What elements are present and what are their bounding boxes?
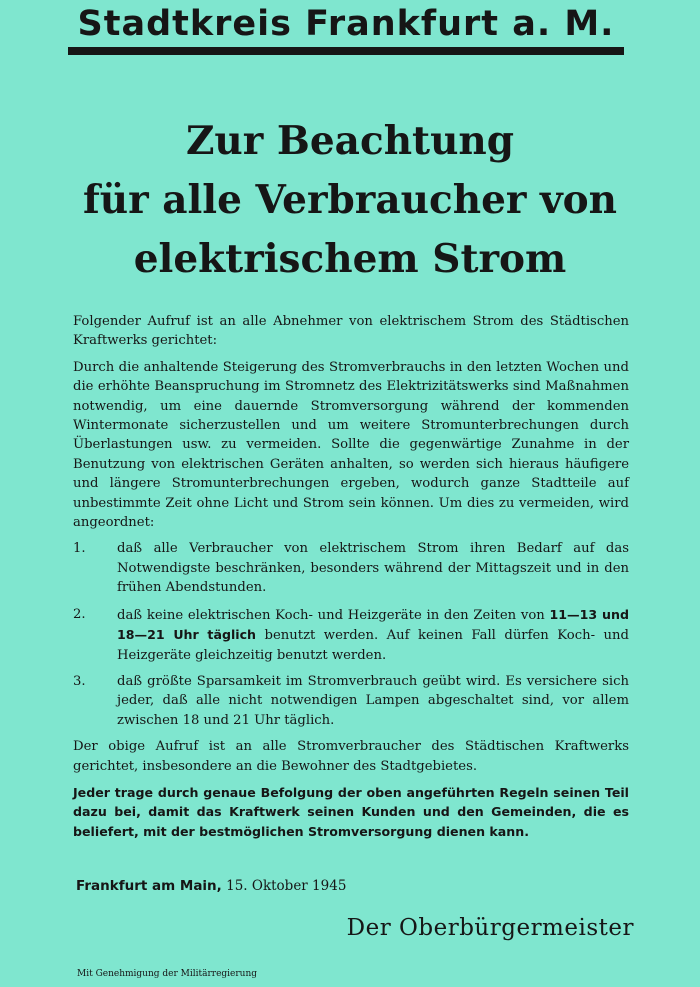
rule-number: 1. bbox=[73, 541, 86, 557]
title-line-1: Zur Beachtung bbox=[185, 118, 515, 164]
rule-hours: 11—13 und 18—21 Uhr täglich bbox=[117, 606, 629, 643]
rules-list bbox=[73, 539, 629, 730]
rule-item-3 bbox=[73, 672, 629, 730]
intro-paragraph: Folgender Aufruf ist an alle Abnehmer von elektrischem Strom des Städtischen Kraftwerks gerichtet: bbox=[73, 314, 629, 349]
signature-date bbox=[76, 878, 346, 894]
rule-item-2 bbox=[73, 605, 629, 665]
rule-text: daß alle Verbraucher von elektrischem Strom ihren Bedarf auf das Notwendigste beschränken, besonders während der Mittagszeit und in den frühen Abendstunden. bbox=[117, 541, 629, 596]
notice-title bbox=[40, 112, 660, 289]
header bbox=[68, 2, 624, 55]
main-paragraph: Durch die anhaltende Steigerung des Stromverbrauchs in den letzten Wochen und die erhöhte Beanspruchung im Stromnetz des Elektrizitätswerks sind Maßnahmen notwendig, um eine dauernde Stromversorgung während der kommenden Wintermonate sicherzustellen und um weitere Stromunterbrechungen durch Überlastungen usw. zu vermeiden. Sollte die gegenwärtige Zunahme in der Benutzung von elektrischen Geräten anhalten, so werden sich hieraus häufigere und längere Stromunterbrechungen ergeben, wodurch ganze Stadtteile auf unbestimmte Zeit ohne Licht und Strom sein können. Um dies zu vermeiden, wird angeordnet: bbox=[73, 359, 629, 531]
rule-number: 3. bbox=[73, 673, 86, 689]
rule-item-1 bbox=[73, 539, 629, 597]
city-heading: Stadtkreis Frankfurt a. M. bbox=[77, 4, 615, 44]
signature-title: Der Oberbürgermeister bbox=[346, 915, 634, 941]
notice-body bbox=[73, 312, 629, 848]
approval-footer: Mit Genehmigung der Militärregierung bbox=[77, 969, 258, 979]
rule-text-after: benutzt werden. Auf keinen Fall dürfen Koch- und Heizgeräte gleichzeitig benutzt werden. bbox=[117, 628, 629, 663]
header-rule bbox=[68, 47, 624, 55]
signature-place: Frankfurt am Main, bbox=[76, 878, 222, 894]
rule-text-before: daß keine elektrischen Koch- und Heizgeräte in den Zeiten von bbox=[117, 607, 545, 623]
rule-text: daß größte Sparsamkeit im Stromverbrauch geübt wird. Es versichere sich jeder, daß alle nicht notwendigen Lampen abgeschaltet sind, vor allem zwischen 18 und 21 Uhr täglich. bbox=[117, 673, 629, 728]
title-line-3: elektrischem Strom bbox=[133, 236, 567, 282]
title-line-2: für alle Verbraucher von bbox=[82, 177, 618, 223]
rule-number: 2. bbox=[73, 606, 86, 622]
signature-date-value: 15. Oktober 1945 bbox=[226, 878, 347, 894]
closing-paragraph: Der obige Aufruf ist an alle Stromverbraucher des Städtischen Kraftwerks gerichtet, insbesondere an die Bewohner des Stadtgebietes. bbox=[73, 739, 629, 774]
appeal-paragraph: Jeder trage durch genaue Befolgung der oben angeführten Regeln seinen Teil dazu bei, damit das Kraftwerk seinen Kunden und den Gemeinden, die es beliefert, mit der bestmöglichen Stromversorgung dienen kann. bbox=[73, 784, 629, 839]
